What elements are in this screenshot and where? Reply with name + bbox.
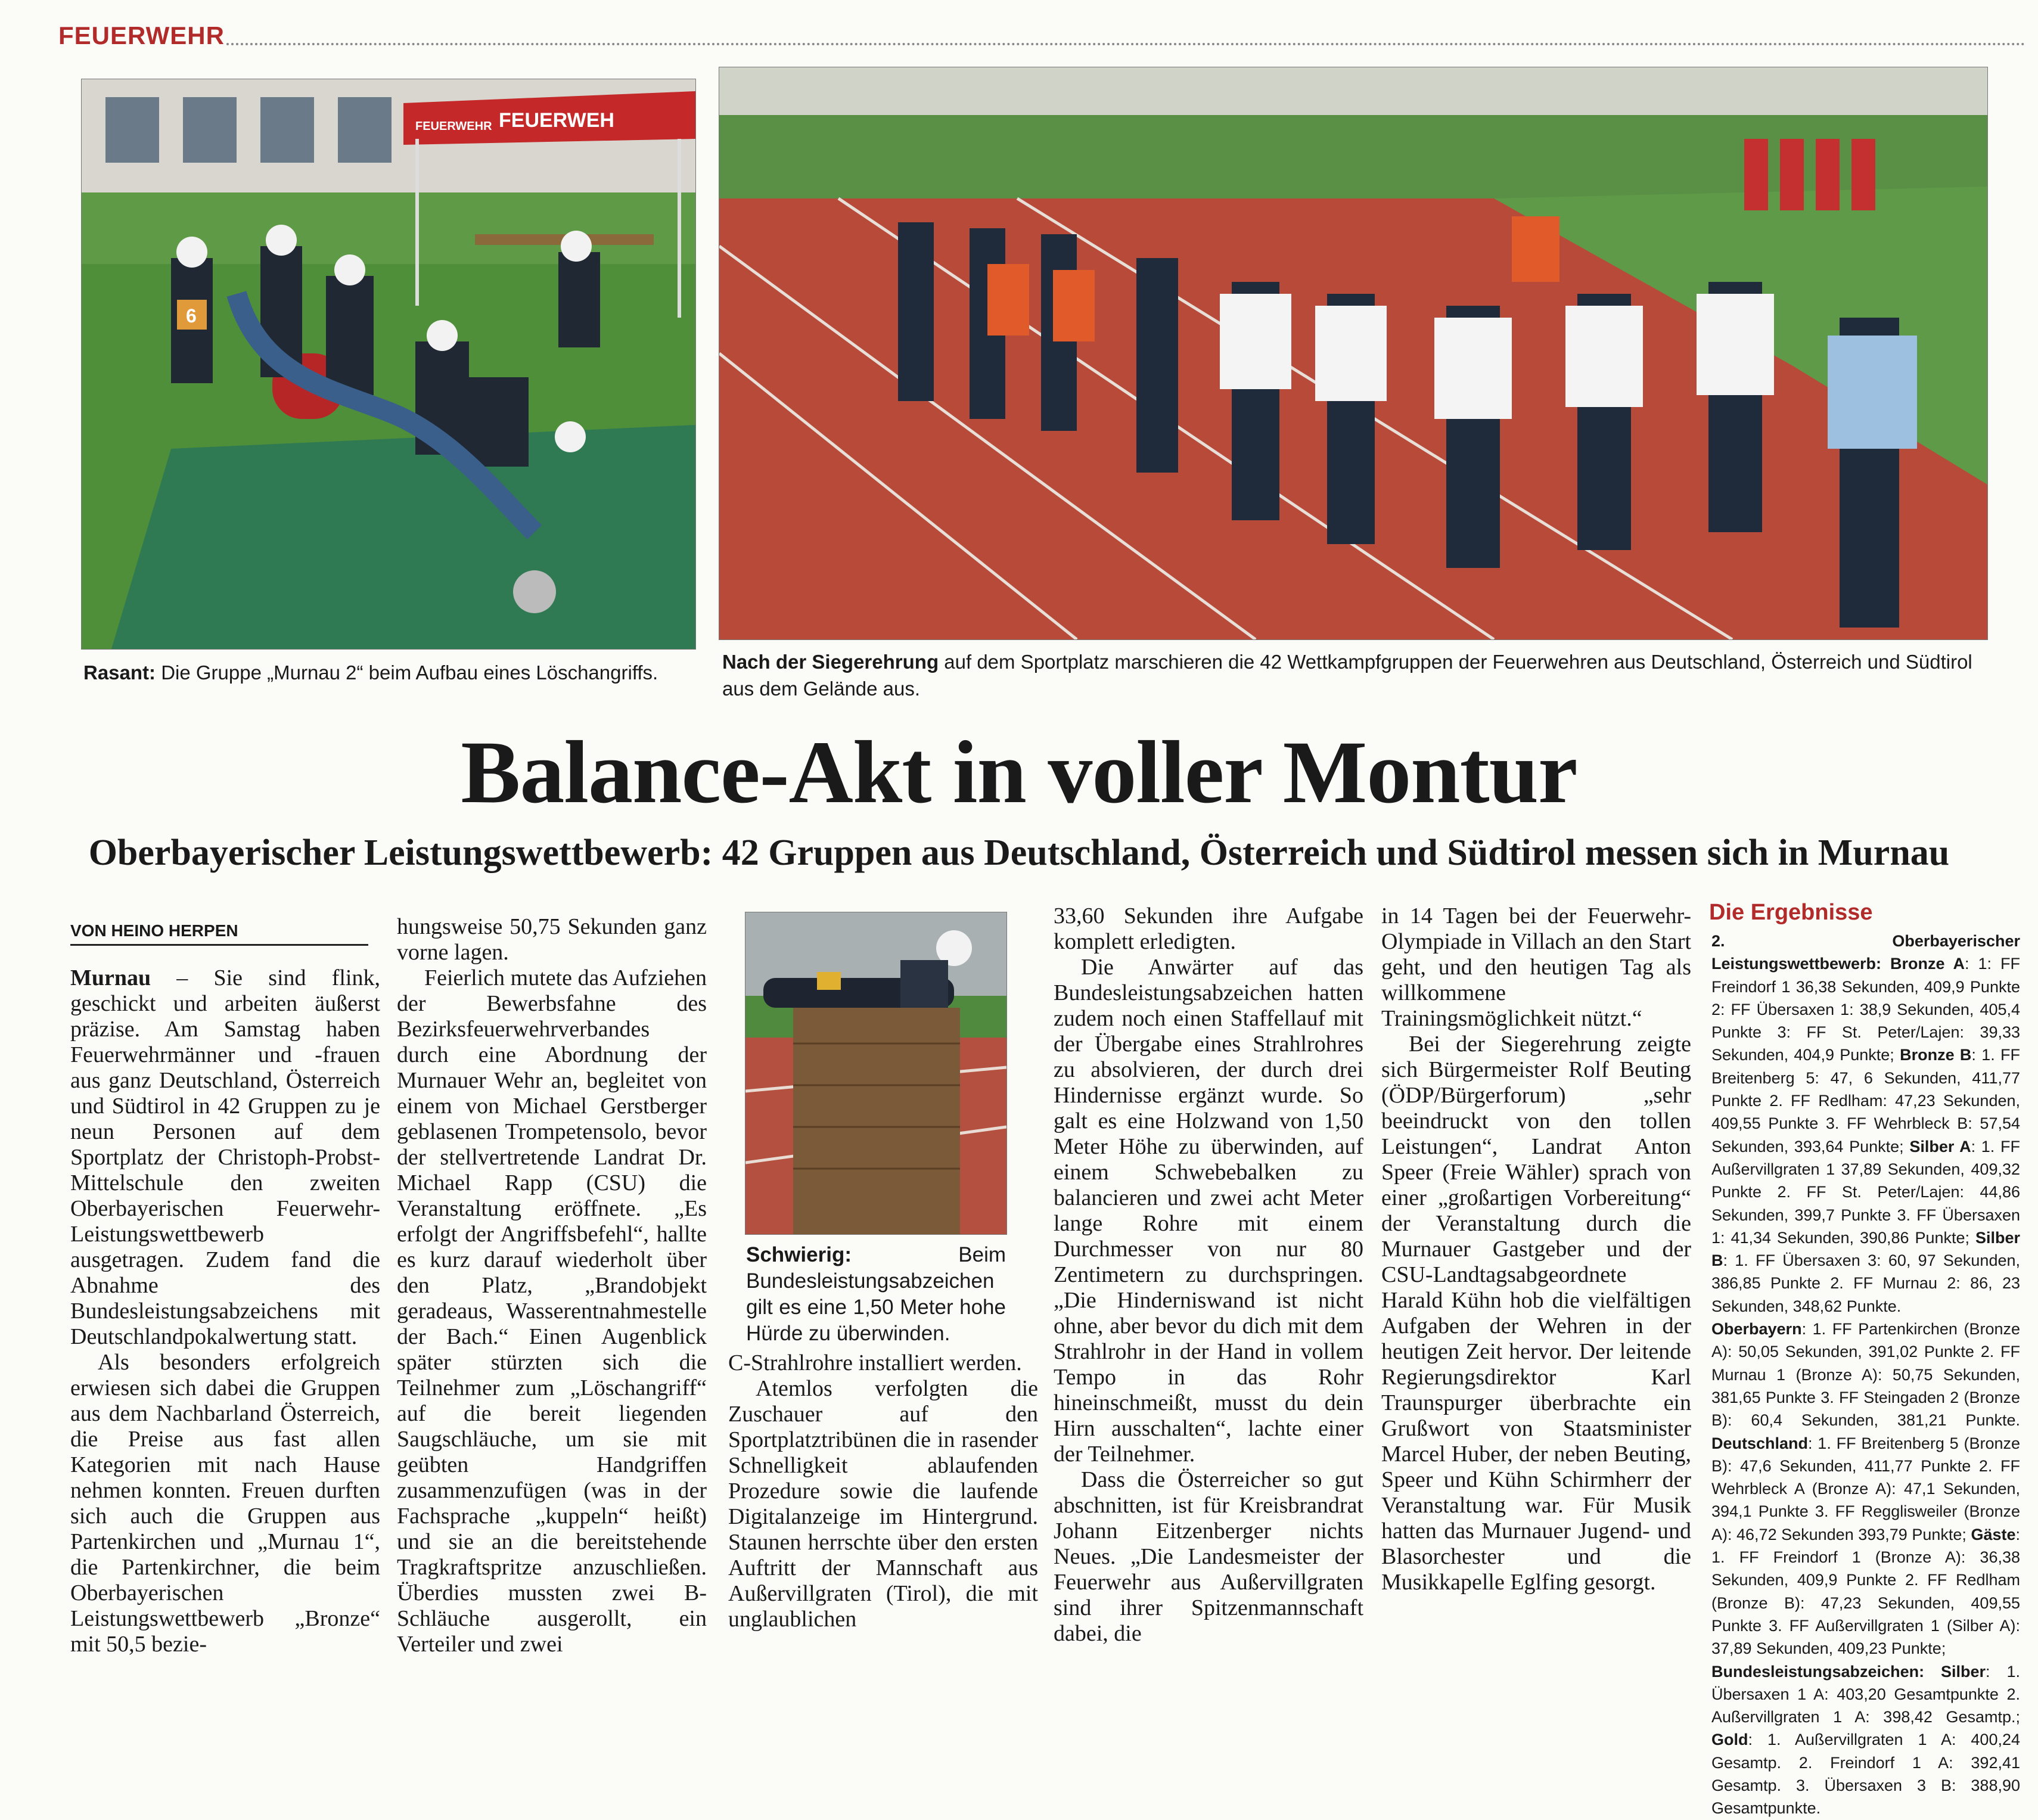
article-column-4 xyxy=(1054,903,1363,1647)
results-t1: : 1: FF Freindorf 1 36,38 Sekunden, 409,9 Punkte 2: FF Übersaxen 1: 38,9 Sekunden, 405,4 Punkte 3: FF St. Peter/Lajen: 39,33 Sekunden, 404,9 Punkte; xyxy=(1711,955,2020,1064)
col3-p1: C-Strahlrohre installiert werden. xyxy=(728,1350,1022,1375)
photo3-caption-text: Beim Bundesleistungsabzeichen gilt es eine 1,50 Meter hohe Hürde zu überwinden. xyxy=(746,1243,1006,1345)
article-column-2 xyxy=(397,914,707,1657)
col2-p2: Feierlich mutete das Aufziehen der Bewerbsfahne des Bezirksfeuerwehrverbandes durch eine Abordnung der Murnauer Wehr an, begleitet von einem von Michael Gerstberger geblasenen Trompetensolo, bevor der stellvertretende Landrat Dr. Michael Rapp (CSU) die Veranstaltung eröffnete. „Es erfolgt der Angriffsbefehl“, hallte es kurz darauf wiederholt über den Platz, „Brandobjekt geradeaus, Wasserentnahmestelle der Bach.“ Einen Augenblick später stürzten sich die Teilnehmer zum „Löschangriff“ auf die bereit liegenden Saugschläuche, um sie mit geübten Handgriffen zusammenzufügen (was in der Fachsprache „kuppeln“ heißt) und sie an die bereitstehende Tragkraftspritze anzuschließen. Überdies mussten zwei B-Schläuche ausgerollt, ein Verteiler und zwei xyxy=(397,965,707,1657)
col4-p3: Dass die Österreicher so gut abschnitten, ist für Kreisbrandrat Johann Eitzenberger nichts Neues. „Die Landesmeister der Feuerwehr aus Außervillgraten sind ihrer Spitzenmannschaft dabei, die xyxy=(1054,1467,1363,1646)
results-t3: : 1. FF Außervillgraten 1 37,89 Sekunden, 409,32 Punkte 2. FF St. Peter/Lajen: 44,86 Sekunden, 399,7 Punkte 3. FF Übersaxen 1: 41,34 Sekunden, 390,86 Punkte; xyxy=(1711,1137,2020,1247)
photo-hurdle xyxy=(745,912,1007,1235)
article-column-1 xyxy=(70,965,380,1657)
results-h6: Deutschland xyxy=(1711,1434,1809,1452)
photo-murnau-2-drill xyxy=(81,79,696,650)
results-title: Die Ergebnisse xyxy=(1709,900,1873,925)
col4-p1: 33,60 Sekunden ihre Aufgabe komplett erledigten. xyxy=(1054,903,1363,954)
results-h9: Gold xyxy=(1711,1731,1748,1749)
results-h1: 2. Oberbayerischer Leistungswettbewerb: Bronze A xyxy=(1711,932,2020,973)
results-t4: : 1. FF Übersaxen 3: 60, 97 Sekunden, 386,85 Punkte 2. FF Murnau 2: 86, 23 Sekunden, 348,62 Punkte. xyxy=(1711,1251,2020,1315)
headline: Balance-Akt in voller Montur xyxy=(461,723,1577,822)
dateline: Murnau xyxy=(70,965,151,990)
photo2-caption-text: auf dem Sportplatz marschieren die 42 Wettkampfgruppen der Feuerwehren aus Deutschland, Österreich und Südtirol aus dem Gelände aus. xyxy=(722,651,1972,700)
photo1-caption xyxy=(83,659,691,686)
col3-p2: Atemlos verfolgten die Zuschauer auf den Sportplatztribünen die in rasender Schnelligkeit ablaufenden Prozedure sowie die laufende Digitalanzeige im Hintergrund. Staunen herrschte über den ersten Auftritt der Mannschaft aus Außervillgraten (Tirol), die mit unglaublichen xyxy=(728,1376,1038,1632)
photo1-caption-text: Die Gruppe „Murnau 2“ beim Aufbau eines Löschangriffs. xyxy=(156,661,658,684)
results-h8: Bundesleistungsabzeichen: Silber xyxy=(1711,1662,1986,1681)
photo-parade xyxy=(719,67,1988,640)
results-t2: : 1. FF Breitenberg 5: 47, 6 Sekunden, 411,77 Punkte 2. FF Redlham: 47,23 Sekunden, 409,55 Punkte 3. FF Wehrbleck B: 57,54 Sekunden, 393,64 Punkte; xyxy=(1711,1046,2020,1156)
photo3-caption-lead: Schwierig: xyxy=(746,1243,852,1266)
photo3-caption xyxy=(746,1242,1006,1347)
photo2-caption xyxy=(722,648,1986,702)
results-t7: : 1. FF Freindorf 1 (Bronze A): 36,38 Sekunden, 409,9 Punkte 2. FF Redlham (Bronze B): 47,23 Sekunden, 409,55 Punkte 3. FF Außervillgraten 1 (Silber A): 37,89 Sekunden, 409,23 Punkte; xyxy=(1711,1525,2020,1658)
results-t8: : 1. Übersaxen 1 A: 403,20 Gesamtpunkte 2. Außervillgraten 1 A: 398,42 Gesamtp.; xyxy=(1711,1662,2020,1726)
results-h4: Silber B xyxy=(1711,1228,2020,1270)
tent-text: FEUERWEH xyxy=(499,109,614,132)
article-column-3 xyxy=(728,1350,1038,1632)
results-t9: : 1. Außervillgraten 1 A: 400,24 Gesamtp. 2. Freindorf 1 A: 392,41 Gesamtp. 3. Übersaxen 3 B: 388,90 Gesamtpunkte. xyxy=(1711,1731,2020,1818)
col1-p1: – Sie sind flink, geschickt und arbeiten äußerst präzise. Am Samstag haben Feuerwehrmänner und -frauen aus ganz Deutschland, Österreich und Südtirol in 42 Gruppen zu je neun Personen auf dem Sportplatz der Christoph-Probst-Mittelschule den zweiten Oberbayerischen Feuerwehr-Leistungswettbewerb ausgetragen. Zudem fand die Abnahme des Bundesleistungsabzeichens mit Deutschlandpokalwertung statt. xyxy=(70,965,380,1349)
results-h2: Bronze B xyxy=(1900,1046,1972,1064)
results-h3: Silber A xyxy=(1909,1137,1971,1156)
photo1-caption-lead: Rasant: xyxy=(83,661,156,684)
col2-p1: hungsweise 50,75 Sekunden ganz vorne lagen. xyxy=(397,914,707,965)
tent-text-small: FEUERWEHR xyxy=(415,120,492,133)
results-list xyxy=(1711,930,2020,1820)
col5-p2: Bei der Siegerehrung zeigte sich Bürgermeister Rolf Beuting (ÖDP/Bürgerforum) „sehr beeindruckt von den tollen Leistungen“, Landrat Anton Speer (Freie Wähler) sprach von einer „großartigen Vorbereitung“ der Veranstaltung durch die Murnauer Gastgeber und der CSU-Landtagsabgeordnete Harald Kühn hob die vielfältigen Aufgaben der Wehren in der heutigen Zeit hervor. Der leitende Regierungsdirektor Karl Traunspurger überbrachte ein Grußwort von Staatsminister Marcel Huber, der neben Beuting, Speer und Kühn Schirmherr der Veranstaltung war. Für Musik hatten das Murnauer Jugend- und Blasorchester und die Musikkapelle Eglfing gesorgt. xyxy=(1381,1032,1691,1595)
section-divider xyxy=(226,43,2026,45)
results-h5: Oberbayern xyxy=(1711,1320,1802,1338)
col1-p2: Als besonders erfolgreich erwiesen sich dabei die Gruppen aus dem Nachbarland Österreich, die Preise aus fast allen Kategorien mit nach Hause nehmen konnten. Freuen durften sich auch die Gruppen aus Partenkirchen und „Murnau 1“, die Partenkirchner, die beim Oberbayerischen Leistungswettbewerb „Bronze“ mit 50,5 bezie- xyxy=(70,1350,380,1657)
article-column-5 xyxy=(1381,903,1691,1595)
col5-p1: in 14 Tagen bei der Feuerwehr-Olympiade in Villach an den Start geht, und den heutigen Tag als willkommene Trainingsmöglichkeit nützt.“ xyxy=(1381,903,1691,1031)
results-h7: Gäste xyxy=(1971,1525,2016,1543)
subheadline: Oberbayerischer Leistungswettbewerb: 42 Gruppen aus Deutschland, Österreich und Südtirol messen sich in Murnau xyxy=(88,833,1950,873)
results-t5: : 1. FF Partenkirchen (Bronze A): 50,05 Sekunden, 391,02 Punkte 2. FF Murnau 1 (Bronze A): 50,75 Sekunden, 381,65 Punkte 3. FF Steingaden 2 (Bronze B): 60,4 Sekunden, 381,21 Punkte. xyxy=(1711,1320,2020,1430)
byline: VON HEINO HERPEN xyxy=(70,921,368,946)
section-label: FEUERWEHR xyxy=(58,21,225,49)
bib-number: 6 xyxy=(186,305,197,327)
col4-p2: Die Anwärter auf das Bundesleistungsabzeichen hatten zudem noch einen Staffellauf mit der Übergabe eines Strahlrohres zu absolvieren, der durch drei Hindernisse ergänzt wurde. So galt es eine Holzwand von 1,50 Meter Höhe zu überwinden, auf einem Schwebebalken zu balancieren und zwei acht Meter lange Rohre mit einem Durchmesser von nur 80 Zentimetern zu durchspringen. „Die Hinderniswand ist nicht ohne, aber bevor du dich mit dem Strahlrohr in der Hand in vollem Tempo in das Rohr hineinschmeißt, musst du dein Hirn ausschalten“, lachte einer der Teilnehmer. xyxy=(1054,955,1363,1467)
photo2-caption-lead: Nach der Siegerehrung xyxy=(722,651,939,673)
results-t6: : 1. FF Breitenberg 5 (Bronze B): 47,6 Sekunden, 411,77 Punkte 2. FF Wehrbleck A (Bronze A): 47,1 Sekunden, 394,1 Punkte 3. FF Regglisweiler (Bronze A): 46,72 Sekunden 393,79 Punkte; xyxy=(1711,1434,2020,1543)
